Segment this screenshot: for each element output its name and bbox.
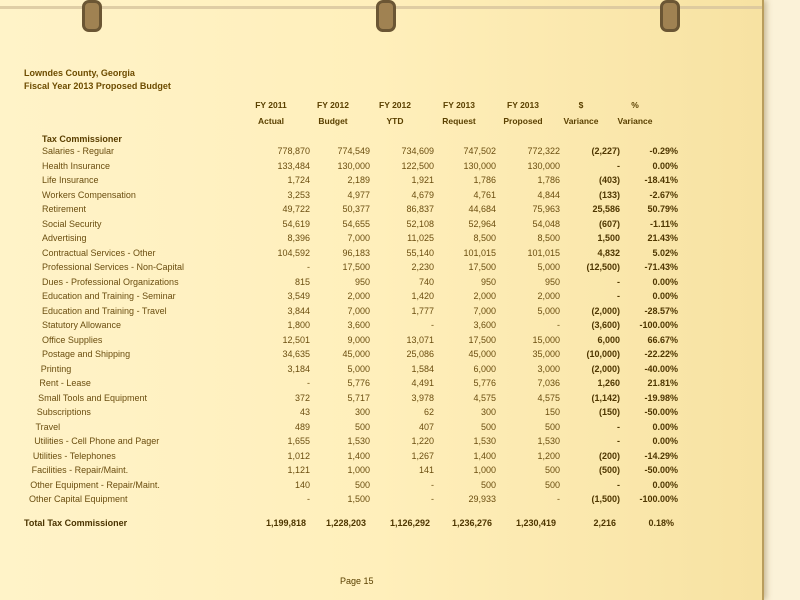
column-header-line1: FY 2013 [507, 100, 539, 110]
cell-value: - [557, 320, 560, 330]
cell-value: 44,684 [468, 204, 496, 214]
cell-value: 12,501 [282, 334, 310, 345]
cell-value: 130,000 [527, 160, 560, 171]
cell-value: 734,609 [401, 146, 434, 156]
cell-value: 1,260 [597, 378, 620, 388]
cell-value: 130,000 [463, 160, 496, 171]
cell-value: 300 [354, 407, 370, 417]
cell-value: (500) [598, 465, 620, 475]
cell-value: 3,184 [287, 363, 310, 374]
cell-value: 4,575 [537, 392, 560, 403]
row-label: Contractual Services - Other [42, 247, 156, 258]
row-label: Rent - Lease [39, 378, 91, 388]
cell-value: 3,253 [287, 189, 310, 200]
cell-value: 8,396 [287, 233, 310, 243]
cell-value: 500 [544, 479, 560, 490]
cell-value: 500 [544, 421, 560, 432]
row-label: Printing [40, 363, 72, 374]
column-header-line2: Variance [563, 116, 599, 126]
row-label: Education and Training - Seminar [42, 291, 176, 301]
total-label: Total Tax Commissioner [24, 518, 128, 528]
cell-value: 4,977 [347, 189, 370, 200]
cell-value: 1,724 [287, 175, 310, 185]
cell-value: 5,000 [537, 262, 560, 272]
cell-value: 1,121 [287, 465, 310, 475]
cell-value: -14.29% [644, 450, 678, 461]
cell-value: 55,140 [406, 247, 434, 258]
column-header-line2: Request [442, 116, 476, 126]
cell-value: 8,500 [473, 233, 496, 243]
cell-value: 1,012 [287, 450, 310, 461]
cell-value: 2,000 [537, 291, 560, 301]
cell-value: 5,000 [347, 363, 370, 374]
row-label: Travel [35, 421, 61, 432]
column-header-line1: $ [578, 100, 584, 110]
row-label: Professional Services - Non-Capital [42, 262, 185, 272]
cell-value: 2,000 [347, 291, 370, 301]
cell-value: 5,717 [347, 392, 370, 403]
cell-value: 489 [294, 421, 310, 432]
cell-value: 2,000 [473, 291, 496, 301]
row-label: Subscriptions [36, 407, 91, 417]
table-row [0, 480, 762, 494]
table-row [0, 175, 762, 189]
cell-value: 1,400 [347, 450, 370, 461]
cell-value: 740 [418, 276, 434, 287]
cell-value: (1,142) [591, 392, 620, 403]
cell-value: 43 [299, 407, 310, 417]
cell-value: - [617, 436, 620, 446]
table-row [0, 335, 762, 349]
cell-value: -100.00% [639, 320, 678, 330]
cell-value: 1,000 [473, 465, 496, 475]
cell-value: 500 [354, 479, 370, 490]
cell-value: 3,844 [287, 305, 310, 316]
cell-value: 9,000 [347, 334, 370, 345]
binder-ring-hole [82, 0, 102, 32]
cell-value: 133,484 [277, 160, 310, 171]
table-row [0, 291, 762, 305]
row-label: Utilities - Telephones [32, 450, 116, 461]
cell-value: (2,000) [591, 363, 620, 374]
table-row [0, 219, 762, 233]
cell-value: 774,549 [337, 146, 370, 156]
cell-value: 54,048 [532, 218, 560, 229]
cell-value: (150) [598, 407, 620, 417]
cell-value: 950 [544, 276, 560, 287]
row-label: Facilities - Repair/Maint. [31, 465, 129, 475]
column-header-line2: Budget [318, 116, 348, 126]
cell-value: 52,964 [468, 218, 496, 229]
row-label: Small Tools and Equipment [38, 392, 147, 403]
cell-value: 778,870 [277, 146, 310, 156]
row-label: Salaries - Regular [42, 146, 115, 156]
cell-value: - [617, 276, 620, 287]
table-row [0, 306, 762, 320]
cell-value: 25,586 [592, 204, 620, 214]
cell-value: 6,000 [473, 363, 496, 374]
cell-value: 300 [480, 407, 496, 417]
row-label: Utilities - Cell Phone and Pager [34, 436, 160, 446]
cell-value: 50,377 [342, 204, 370, 214]
cell-value: -40.00% [644, 363, 678, 374]
row-label: Health Insurance [42, 160, 111, 171]
cell-value: - [431, 320, 434, 330]
cell-value: 8,500 [537, 233, 560, 243]
row-label: Workers Compensation [42, 189, 136, 200]
row-label: Office Supplies [42, 334, 103, 345]
column-header-line1: FY 2011 [255, 100, 287, 110]
cell-value: 66.67% [647, 334, 678, 345]
cell-value: 3,600 [347, 320, 370, 330]
cell-value: 49,722 [282, 204, 310, 214]
cell-value: 25,086 [406, 349, 434, 359]
cell-value: (1,500) [591, 494, 620, 504]
cell-value: -0.29% [649, 146, 678, 156]
table-row [0, 364, 762, 378]
cell-value: - [617, 421, 620, 432]
cell-value: 950 [480, 276, 496, 287]
cell-value: 747,502 [463, 146, 496, 156]
cell-value: 140 [294, 479, 310, 490]
row-label: Education and Training - Travel [42, 305, 167, 316]
cell-value: 7,036 [537, 378, 560, 388]
cell-value: 141 [418, 465, 434, 475]
cell-value: -19.98% [644, 392, 678, 403]
cell-value: 0.00% [652, 479, 678, 490]
cell-value: 0.00% [652, 276, 678, 287]
table-row [0, 407, 762, 421]
cell-value: 2,230 [411, 262, 434, 272]
cell-value: 35,000 [532, 349, 560, 359]
table-row [0, 349, 762, 363]
table-row [0, 161, 762, 175]
cell-value: - [617, 479, 620, 490]
cell-value: 17,500 [342, 262, 370, 272]
cell-value: -50.00% [644, 465, 678, 475]
cell-value: (2,227) [591, 146, 620, 156]
row-label: Postage and Shipping [42, 349, 131, 359]
cell-value: (12,500) [586, 262, 620, 272]
cell-value: 86,837 [406, 204, 434, 214]
row-label: Other Capital Equipment [29, 494, 128, 504]
binder-ring-hole [660, 0, 680, 32]
cell-value: 15,000 [532, 334, 560, 345]
table-row [0, 436, 762, 450]
budget-subtitle: Fiscal Year 2013 Proposed Budget [24, 81, 171, 91]
cell-value: 104,592 [277, 247, 310, 258]
table-row [0, 248, 762, 262]
cell-value: 500 [480, 421, 496, 432]
cell-value: -50.00% [644, 407, 678, 417]
cell-value: 4,761 [473, 189, 496, 200]
column-header-line1: % [631, 100, 639, 110]
cell-value: -71.43% [644, 262, 678, 272]
section-title: Tax Commissioner [42, 134, 122, 144]
cell-value: (133) [598, 189, 620, 200]
cell-value: 3,978 [411, 392, 434, 403]
row-label: Dues - Professional Organizations [42, 276, 179, 287]
cell-value: 130,000 [337, 160, 370, 171]
row-label: Social Security [42, 218, 102, 229]
cell-value: 7,000 [347, 233, 370, 243]
cell-value: 34,635 [282, 349, 310, 359]
cell-value: - [431, 479, 434, 490]
cell-value: 500 [354, 421, 370, 432]
table-row [0, 378, 762, 392]
total-value: 0.18% [648, 518, 674, 528]
cell-value: 1,530 [347, 436, 370, 446]
column-header-line1: FY 2012 [379, 100, 411, 110]
cell-value: 21.81% [647, 378, 678, 388]
cell-value: (2,000) [591, 305, 620, 316]
cell-value: 0.00% [652, 421, 678, 432]
cell-value: - [307, 378, 310, 388]
column-header-line2: Variance [617, 116, 653, 126]
cell-value: 101,015 [463, 247, 496, 258]
cell-value: -1.11% [649, 218, 678, 229]
cell-value: 1,530 [537, 436, 560, 446]
table-row [0, 451, 762, 465]
total-value: 2,216 [593, 518, 616, 528]
cell-value: -2.67% [649, 189, 678, 200]
row-label: Life Insurance [42, 175, 99, 185]
cell-value: 5,776 [473, 378, 496, 388]
cell-value: 45,000 [468, 349, 496, 359]
cell-value: 4,491 [411, 378, 434, 388]
cell-value: 75,963 [532, 204, 560, 214]
column-header-line2: Actual [258, 116, 284, 126]
cell-value: (607) [598, 218, 620, 229]
column-header-line1: FY 2012 [317, 100, 349, 110]
cell-value: - [557, 494, 560, 504]
cell-value: 4,575 [473, 392, 496, 403]
cell-value: 500 [480, 479, 496, 490]
cell-value: 1,584 [411, 363, 434, 374]
cell-value: 2,189 [347, 175, 370, 185]
cell-value: 372 [294, 392, 310, 403]
cell-value: 54,655 [342, 218, 370, 229]
cell-value: (3,600) [591, 320, 620, 330]
cell-value: (403) [598, 175, 620, 185]
table-row [0, 465, 762, 479]
cell-value: 1,420 [411, 291, 434, 301]
cell-value: 1,786 [473, 175, 496, 185]
cell-value: 5.02% [652, 247, 678, 258]
cell-value: -18.41% [644, 175, 678, 185]
cell-value: 0.00% [652, 436, 678, 446]
cell-value: 1,530 [473, 436, 496, 446]
cell-value: 52,108 [406, 218, 434, 229]
table-row [0, 393, 762, 407]
table-row [0, 277, 762, 291]
cell-value: 500 [544, 465, 560, 475]
column-header-line2: YTD [386, 116, 404, 126]
cell-value: 407 [418, 421, 434, 432]
county-title: Lowndes County, Georgia [24, 68, 135, 78]
cell-value: 1,655 [287, 436, 310, 446]
cell-value: 29,933 [468, 494, 496, 504]
cell-value: - [431, 494, 434, 504]
cell-value: - [307, 262, 310, 272]
total-value: 1,199,818 [265, 518, 306, 528]
cell-value: 50.79% [647, 204, 678, 214]
cell-value: 3,600 [473, 320, 496, 330]
cell-value: 3,000 [537, 363, 560, 374]
cell-value: 1,500 [597, 233, 620, 243]
cell-value: -100.00% [639, 494, 678, 504]
table-row [0, 190, 762, 204]
cell-value: 45,000 [342, 349, 370, 359]
cell-value: 54,619 [282, 218, 310, 229]
total-row [0, 518, 762, 532]
cell-value: 772,322 [527, 146, 560, 156]
row-label: Retirement [42, 204, 87, 214]
cell-value: 1,400 [473, 450, 496, 461]
cell-value: -28.57% [644, 305, 678, 316]
cell-value: 96,183 [342, 247, 370, 258]
total-value: 1,126,292 [389, 518, 430, 528]
cell-value: 4,679 [411, 189, 434, 200]
binder-ring-hole [376, 0, 396, 32]
cell-value: 1,786 [537, 175, 560, 185]
cell-value: 3,549 [287, 291, 310, 301]
cell-value: 1,000 [347, 465, 370, 475]
table-row [0, 204, 762, 218]
table-row [0, 146, 762, 160]
cell-value: (10,000) [586, 349, 620, 359]
row-label: Statutory Allowance [42, 320, 122, 330]
cell-value: 4,832 [597, 247, 620, 258]
cell-value: 21.43% [647, 233, 678, 243]
cell-value: 1,777 [411, 305, 434, 316]
table-row [0, 320, 762, 334]
cell-value: 1,921 [411, 175, 434, 185]
cell-value: (200) [598, 450, 620, 461]
cell-value: - [617, 160, 620, 171]
cell-value: 6,000 [597, 334, 620, 345]
table-row [0, 233, 762, 247]
cell-value: - [617, 291, 620, 301]
cell-value: 17,500 [468, 262, 496, 272]
cell-value: 11,025 [407, 233, 434, 243]
table-row [0, 422, 762, 436]
cell-value: -22.22% [644, 349, 678, 359]
cell-value: 1,800 [287, 320, 310, 330]
column-header-line2: Proposed [503, 116, 543, 126]
total-value: 1,230,419 [515, 518, 556, 528]
table-row [0, 494, 762, 508]
cell-value: 17,500 [468, 334, 496, 345]
table-row [0, 262, 762, 276]
cell-value: 1,220 [411, 436, 434, 446]
cell-value: 1,200 [537, 450, 560, 461]
cell-value: 7,000 [473, 305, 496, 316]
cell-value: 5,776 [347, 378, 370, 388]
cell-value: 0.00% [652, 160, 678, 171]
total-value: 1,228,203 [325, 518, 366, 528]
cell-value: 150 [544, 407, 560, 417]
cell-value: 0.00% [652, 291, 678, 301]
cell-value: 815 [294, 276, 310, 287]
cell-value: 4,844 [537, 189, 560, 200]
column-header-line1: FY 2013 [443, 100, 475, 110]
total-value: 1,236,276 [451, 518, 492, 528]
cell-value: 62 [423, 407, 434, 417]
cell-value: 122,500 [401, 160, 434, 171]
cell-value: 5,000 [537, 305, 560, 316]
cell-value: 101,015 [527, 247, 560, 258]
cell-value: 7,000 [347, 305, 370, 316]
cell-value: 1,500 [347, 494, 370, 504]
page-number: Page 15 [340, 576, 374, 586]
cell-value: 13,071 [406, 334, 434, 345]
cell-value: 1,267 [411, 450, 434, 461]
cell-value: 950 [354, 276, 370, 287]
row-label: Other Equipment - Repair/Maint. [30, 479, 160, 490]
row-label: Advertising [42, 233, 87, 243]
cell-value: - [307, 494, 310, 504]
